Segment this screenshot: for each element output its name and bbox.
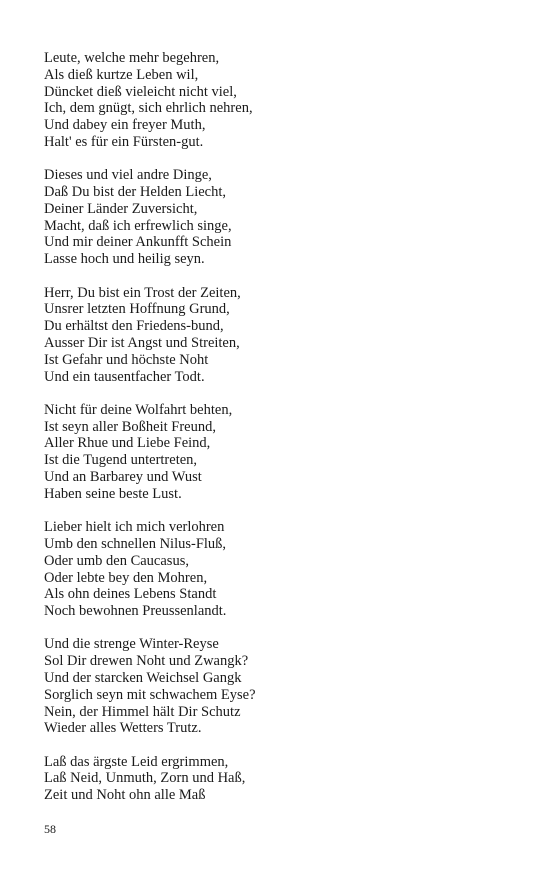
poem-line: Ist die Tugend untertreten,: [44, 452, 198, 469]
stanza-3: [44, 285, 524, 386]
page-number: 58: [44, 822, 56, 836]
poem-line: Und ein tausentfacher Todt.: [44, 368, 205, 385]
poem-line: Laß das ärgste Leid ergrimmen,: [44, 753, 229, 770]
poem-line: Umb den schnellen Nilus-Fluß,: [44, 535, 227, 552]
stanza-1: [44, 50, 524, 151]
poem-line: Lieber hielt ich mich verlohren: [44, 519, 225, 536]
poem-line: Aller Rhue und Liebe Feind,: [44, 435, 211, 452]
poem-line: Lasse hoch und heilig seyn.: [44, 251, 205, 268]
poem-line: Halt' es für ein Fürsten-gut.: [44, 133, 204, 150]
poem-line: Macht, daß ich erfrewlich singe,: [44, 217, 232, 234]
poem-line: Deiner Länder Zuversicht,: [44, 200, 198, 217]
poem-line: Leute, welche mehr begehren,: [44, 50, 220, 66]
poem-line: Nicht für deine Wolfahrt behten,: [44, 401, 233, 418]
poem-line: Und an Barbarey und Wust: [44, 469, 202, 486]
stanza-6: [44, 636, 524, 737]
poem-line: Noch bewohnen Preussenlandt.: [44, 603, 227, 620]
poem-line: Ist Gefahr und höchste Noht: [44, 351, 209, 368]
poem-line: Und die strenge Winter-Reyse: [44, 636, 219, 653]
stanza-5: [44, 519, 524, 620]
poem-line: Herr, Du bist ein Trost der Zeiten,: [44, 284, 241, 301]
poem-line: Oder umb den Caucasus,: [44, 552, 189, 569]
poem-line: Dieses und viel andre Dinge,: [44, 167, 212, 184]
poem-line: Ist seyn aller Boßheit Freund,: [44, 418, 216, 435]
poem-line: Und mir deiner Ankunfft Schein: [44, 234, 232, 251]
poem-line: Sol Dir drewen Noht und Zwangk?: [44, 653, 249, 670]
poem-line: Und der starcken Weichsel Gangk: [44, 670, 242, 686]
poem-line: Daß Du bist der Helden Liecht,: [44, 184, 227, 201]
poem-line: Nein, der Himmel hält Dir Schutz: [44, 703, 241, 720]
stanza-2: [44, 167, 524, 268]
poem-line: Laß Neid, Unmuth, Zorn und Haß,: [44, 770, 246, 787]
poem-text: [44, 50, 524, 804]
poem-line: Oder lebte bey den Mohren,: [44, 569, 208, 586]
poem-line: Als dieß kurtze Leben wil,: [44, 66, 199, 83]
poem-line: Düncket dieß vieleicht nicht viel,: [44, 83, 237, 100]
poem-line: Sorglich seyn mit schwachem Eyse?: [44, 686, 256, 703]
stanza-7: [44, 754, 524, 804]
poem-line: Wieder alles Wetters Trutz.: [44, 720, 202, 737]
poem-line: Als ohn deines Lebens Standt: [44, 586, 217, 603]
poem-line: Du erhältst den Friedens-bund,: [44, 318, 224, 335]
stanza-4: [44, 402, 524, 503]
poem-line: Haben seine beste Lust.: [44, 485, 182, 502]
poem-line: Zeit und Noht ohn alle Maß: [44, 787, 206, 804]
poem-line: Und dabey ein freyer Muth,: [44, 117, 206, 134]
poem-line: Ich, dem gnügt, sich ehrlich nehren,: [44, 100, 253, 117]
poem-line: Ausser Dir ist Angst und Streiten,: [44, 334, 240, 351]
poem-line: Unsrer letzten Hoffnung Grund,: [44, 301, 230, 318]
